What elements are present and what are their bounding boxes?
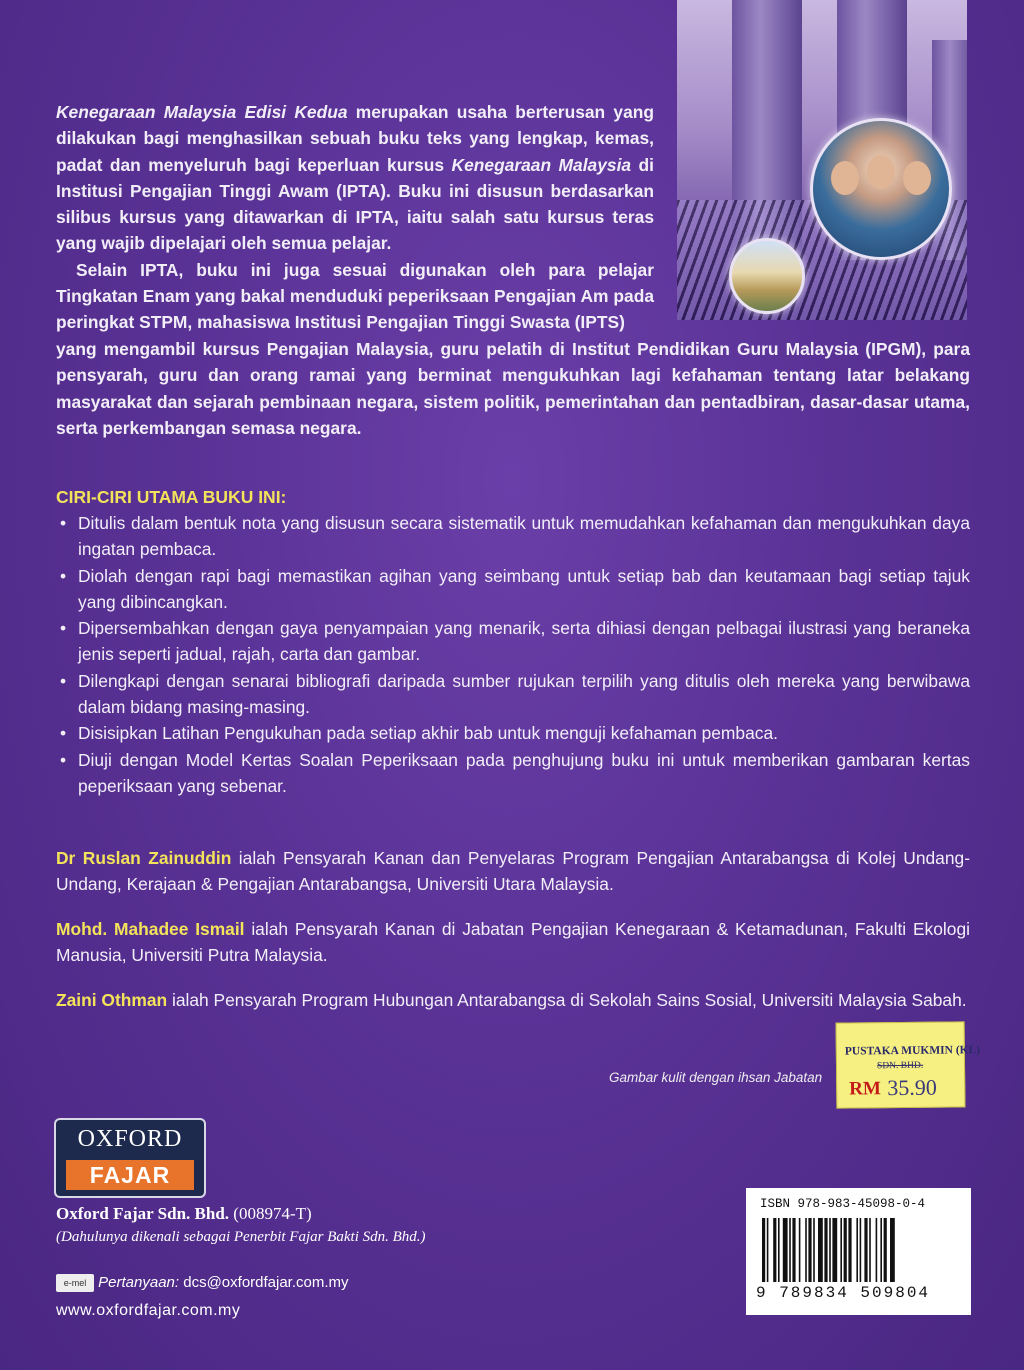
email-address[interactable]: dcs@oxfordfajar.com.my xyxy=(183,1274,349,1291)
author-name: Dr Ruslan Zainuddin xyxy=(56,848,232,868)
publisher-name xyxy=(56,1204,312,1224)
intro-paragraph-2-cont: yang mengambil kursus Pengajian Malaysia, guru pelatih di Institut Pendidikan Guru Malaysia (IPGM), para pensyarah, guru dan orang ramai yang berminat mengukuhkan lagi kefahaman tentang latar belakang masyarakat dan sejarah pembinaan negara, sistem politik, pemerintahan dan pentadbiran, dasar-dasar utama, serta perkembangan semasa negara. xyxy=(56,339,970,438)
book-title: Kenegaraan Malaysia Edisi Kedua xyxy=(56,102,348,122)
email-label: Pertanyaan: xyxy=(98,1274,180,1291)
course-name: Kenegaraan Malaysia xyxy=(451,154,632,175)
barcode-digits: 9 789834 509804 xyxy=(756,1284,931,1302)
intro-p1-text: merupakan usaha berterusan yang dilakukan bagi menghasilkan sebuah buku teks yang lengkap, kemas, padat dan menyeluruh bagi keperluan kursus xyxy=(56,102,654,175)
isbn-label: ISBN 978-983-45098-0-4 xyxy=(760,1197,926,1211)
author-name: Mohd. Mahadee Ismail xyxy=(56,919,245,939)
intro-text xyxy=(56,99,654,336)
company-reg: (008974-T) xyxy=(233,1204,312,1223)
features-heading: CIRI-CIRI UTAMA BUKU INI: xyxy=(56,487,287,507)
cover-photo xyxy=(677,0,967,320)
author-desc: ialah Pensyarah Kanan dan Penyelaras Program Pengajian Antarabangsa di Kolej Undang-Undang, Kerajaan & Pengajian Antarabangsa, Universiti Utara Malaysia. xyxy=(56,848,970,895)
author-desc: ialah Pensyarah Program Hubungan Antarabangsa di Sekolah Sains Sosial, Universiti Malaysia Sabah. xyxy=(167,990,967,1010)
logo-fajar: FAJAR xyxy=(66,1160,194,1190)
website-link[interactable]: www.oxfordfajar.com.my xyxy=(56,1302,241,1319)
price-sticker xyxy=(836,1021,981,1108)
feature-item: • Dilengkapi dengan senarai bibliografi daripada sumber rujukan terpilih yang ditulis oleh mereka yang berwibawa dalam bidang masing-masing. xyxy=(56,668,970,721)
feature-item: • Diolah dengan rapi bagi memastikan agihan yang seimbang untuk setiap bab dan keutamaan bagi setiap tajuk yang dibincangkan. xyxy=(56,563,970,616)
publisher-formerly: (Dahulunya dikenali sebagai Penerbit Fajar Bakti Sdn. Bhd.) xyxy=(56,1229,426,1245)
barcode xyxy=(762,1218,956,1282)
features-list xyxy=(56,510,970,799)
company-name: Oxford Fajar Sdn. Bhd. xyxy=(56,1204,230,1223)
price-currency: RM xyxy=(849,1078,882,1100)
intro-p1-end: di Institusi Pengajian Tinggi Awam (IPTA). Buku ini disusun berdasarkan silibus kursus yang ditawarkan di IPTA, iaitu salah satu kursus teras yang wajib dipelajari oleh semua pelajar. xyxy=(56,154,654,254)
intro-paragraph-1 xyxy=(56,99,654,257)
shop-name: PUSTAKA MUKMIN (KL) xyxy=(844,1044,981,1058)
author-bio xyxy=(56,845,970,898)
shop-suffix: SDN. BHD. xyxy=(876,1060,924,1072)
author-name: Zaini Othman xyxy=(56,990,168,1010)
intro-paragraph-2: Selain IPTA, buku ini juga sesuai digunakan oleh para pelajar Tingkatan Enam yang bakal menduduki peperiksaan Pengajian Am pada peringkat STPM, mahasiswa Institusi Pengajian Tinggi Swasta (IPTS) xyxy=(56,259,654,333)
author-desc: ialah Pensyarah Kanan di Jabatan Pengajian Kenegaraan & Ketamadunan, Fakulti Ekologi Manusia, Universiti Putra Malaysia. xyxy=(56,919,970,966)
oxford-fajar-logo xyxy=(54,1118,206,1198)
author-bio xyxy=(56,987,970,1013)
email-contact xyxy=(56,1274,349,1292)
isbn-barcode-box xyxy=(746,1188,971,1315)
credit-text: Gambar kulit dengan ihsan Jabatan xyxy=(609,1070,823,1085)
email-icon: e-mel xyxy=(56,1274,94,1292)
students-bubble xyxy=(810,118,952,260)
feature-item: • Diuji dengan Model Kertas Soalan Peperiksaan pada penghujung buku ini untuk memberikan gambaran kertas peperiksaan yang sebenar. xyxy=(56,747,970,800)
feature-item: • Disisipkan Latihan Pengukuhan pada setiap akhir bab untuk menguji kefahaman pembaca. xyxy=(56,720,970,746)
building-bubble xyxy=(729,238,805,314)
feature-item: • Ditulis dalam bentuk nota yang disusun secara sistematik untuk memudahkan kefahaman dan mengukuhkan daya ingatan pembaca. xyxy=(56,510,970,563)
feature-item: • Dipersembahkan dengan gaya penyampaian yang menarik, serta dihiasi dengan pelbagai ilustrasi yang beraneka jenis seperti jadual, rajah, carta dan gambar. xyxy=(56,615,970,668)
logo-oxford: OXFORD xyxy=(77,1126,183,1152)
price-amount: 35.90 xyxy=(887,1074,937,1101)
author-bio xyxy=(56,916,970,969)
